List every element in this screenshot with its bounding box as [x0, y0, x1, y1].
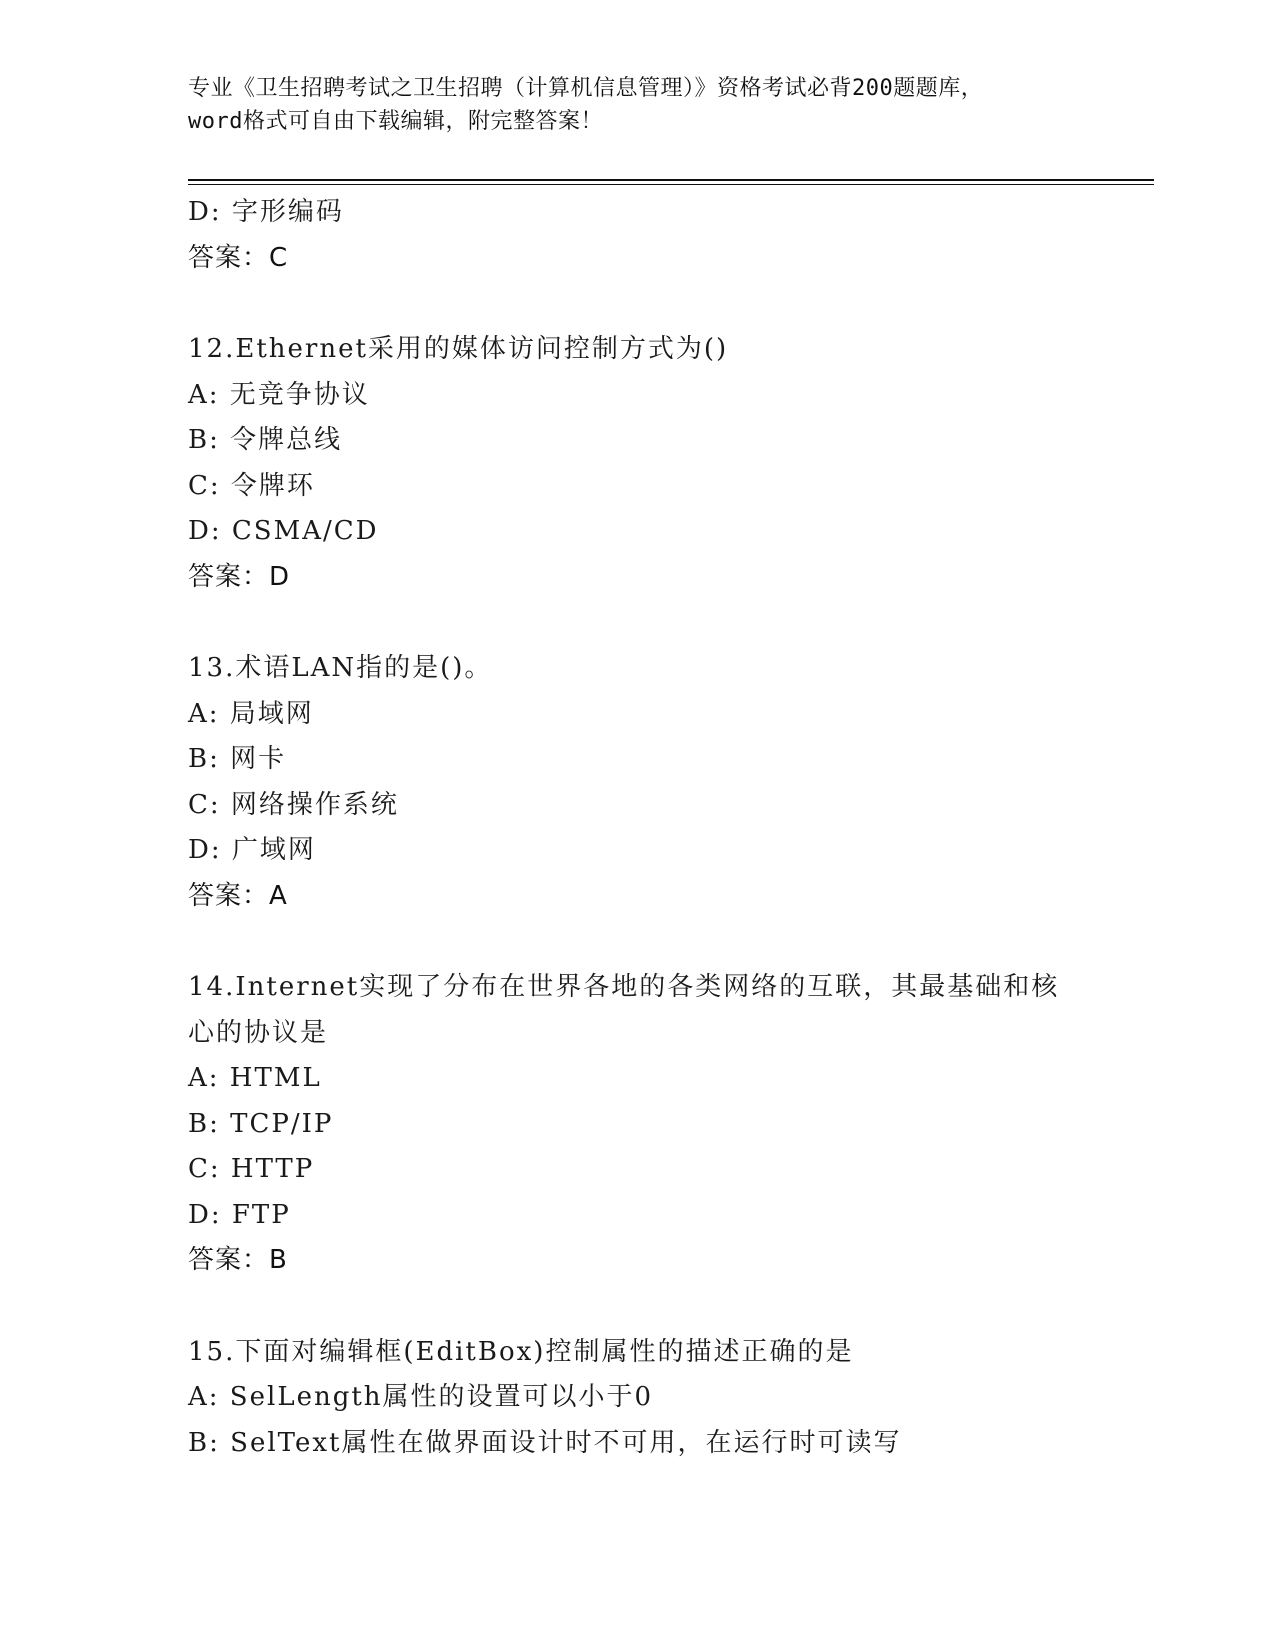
option-c: C: HTTP	[188, 1154, 315, 1184]
question-stem-line-2: 心的协议是	[188, 1017, 329, 1048]
header-divider-thin	[188, 184, 1154, 185]
document-header	[188, 72, 1088, 138]
option-a: A: 局域网	[188, 698, 314, 729]
question-stem: 13.术语LAN指的是()。	[188, 653, 493, 683]
option-a: A: HTML	[188, 1063, 322, 1093]
answer-line: 答案：A	[188, 880, 288, 911]
answer-line: 答案：B	[188, 1245, 288, 1275]
option-b: B: SelText属性在做界面设计时不可用，在运行时可读写	[188, 1427, 902, 1458]
option-c: C: 令牌环	[188, 470, 315, 501]
option-a: A: SelLength属性的设置可以小于0	[188, 1382, 654, 1412]
question-stem: 15.下面对编辑框(EditBox)控制属性的描述正确的是	[188, 1336, 854, 1367]
question-12	[188, 327, 1088, 600]
option-d: D: CSMA/CD	[188, 516, 379, 546]
option-a: A: 无竞争协议	[188, 379, 370, 410]
spacer	[188, 1284, 1088, 1330]
header-divider-thick	[188, 179, 1154, 181]
question-13	[188, 646, 1088, 919]
question-stem-line-1: 14.Internet实现了分布在世界各地的各类网络的互联，其最基础和核	[188, 972, 1060, 1002]
option-b: B: 令牌总线	[188, 425, 343, 455]
spacer	[188, 281, 1088, 327]
question-11-fragment	[188, 190, 1088, 281]
option-b: B: TCP/IP	[188, 1108, 334, 1139]
question-15	[188, 1330, 1088, 1467]
document-body	[188, 190, 1088, 1466]
header-title-line-1: 专业《卫生招聘考试之卫生招聘（计算机信息管理）》资格考试必背200题题库，	[188, 76, 984, 101]
question-14	[188, 965, 1088, 1284]
option-d: D: 字形编码	[188, 197, 344, 227]
header-title-line-2: word格式可自由下载编辑，附完整答案！	[188, 109, 603, 134]
answer-line: 答案：D	[188, 561, 291, 592]
spacer	[188, 919, 1088, 965]
option-d: D: 广域网	[188, 835, 316, 865]
spacer	[188, 600, 1088, 646]
option-d: D: FTP	[188, 1199, 291, 1230]
answer-line: 答案：C	[188, 242, 289, 273]
option-c: C: 网络操作系统	[188, 789, 399, 820]
question-stem: 12.Ethernet采用的媒体访问控制方式为()	[188, 334, 729, 364]
option-b: B: 网卡	[188, 744, 287, 774]
